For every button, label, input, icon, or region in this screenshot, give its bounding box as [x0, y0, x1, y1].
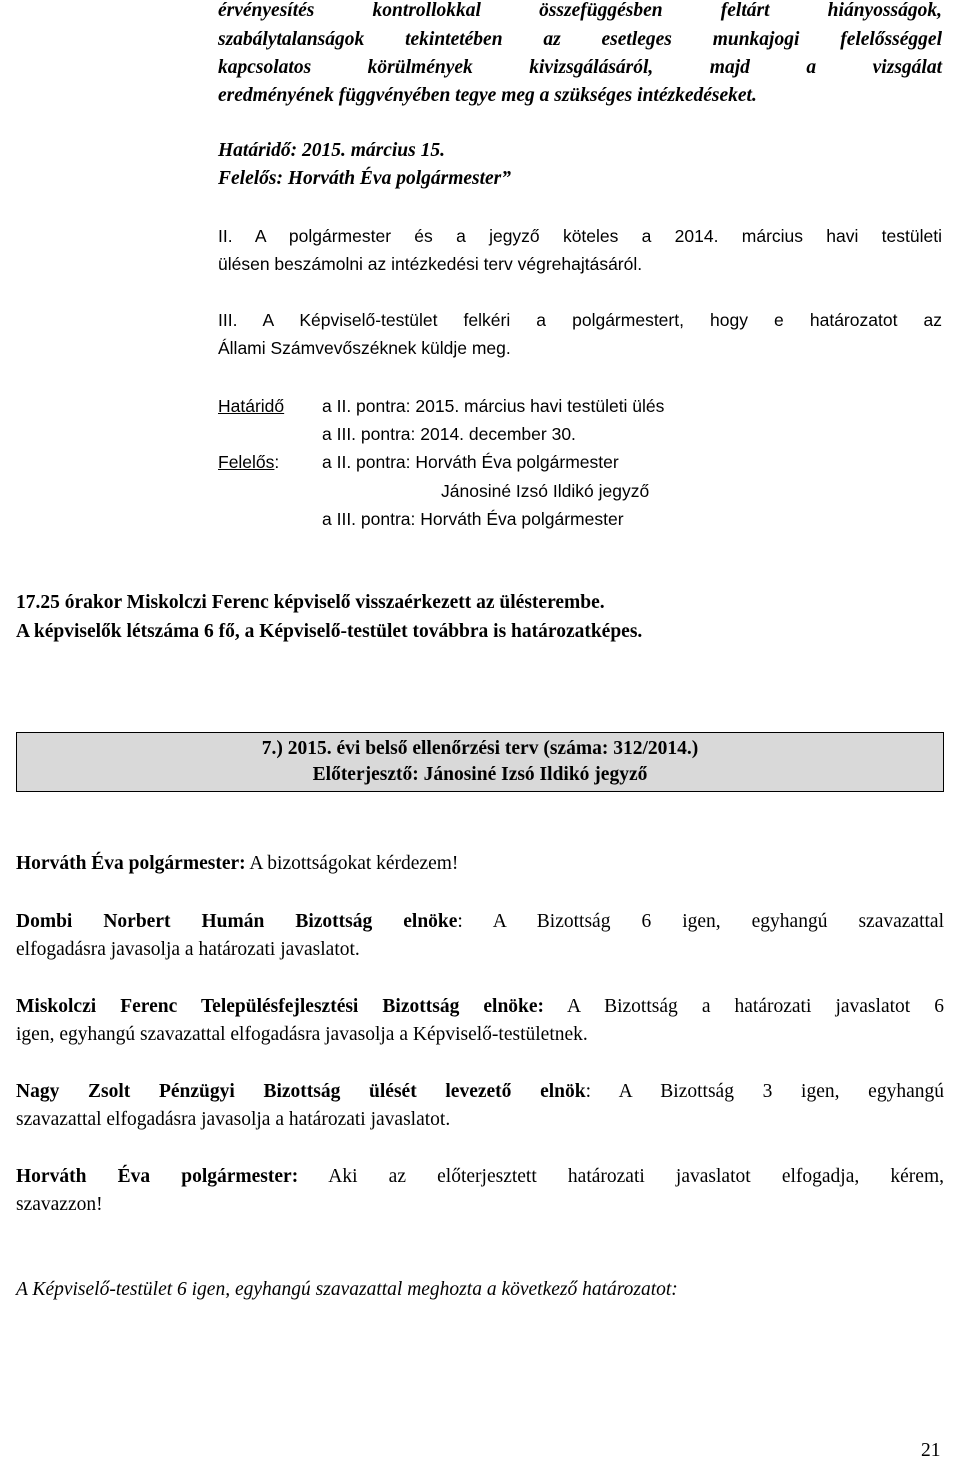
deadline-row-1: a II. pontra: 2015. március havi testületi ülés	[322, 396, 665, 416]
resolution-text: A Képviselő-testület 6 igen, egyhangú szavazattal meghozta a következő határozatot:	[16, 1279, 678, 1300]
statement-3-line-2: igen, egyhangú szavazattal elfogadásra javasolja a Képviselő-testületnek.	[16, 1024, 588, 1045]
agenda-presenter: Előterjesztő: Jánosiné Izsó Ildikó jegyző	[312, 764, 648, 785]
responsible-colon: :	[274, 452, 280, 472]
deadline-label: Határidő	[218, 396, 285, 416]
statement-2-line-1	[16, 911, 944, 933]
page-number: 21	[921, 1440, 941, 1461]
item-3-line-2: Állami Számvevőszéknek küldje meg.	[218, 338, 511, 358]
statement-3-text: A Bizottság a határozati javaslatot 6	[544, 996, 944, 1017]
statement-5-text: Aki az előterjesztett határozati javaslatot elfogadja, kérem,	[298, 1166, 944, 1187]
responsible-row-1: a II. pontra: Horváth Éva polgármester	[322, 452, 619, 472]
statement-1-speaker: Horváth Éva polgármester:	[16, 853, 246, 874]
intro-line-2: szabálytalanságok tekintetében az esetleges munkajogi felelősséggel	[218, 29, 942, 50]
agenda-box	[16, 732, 944, 792]
statement-2-line-2: elfogadásra javasolja a határozati javaslatot.	[16, 939, 360, 960]
statement-4-speaker: Nagy Zsolt Pénzügyi Bizottság ülését levezető elnök	[16, 1081, 586, 1102]
statement-5-line-2: szavazzon!	[16, 1194, 103, 1215]
statement-2-text: : A Bizottság 6 igen, egyhangú szavazattal	[457, 911, 944, 932]
statement-4-line-1	[16, 1081, 944, 1103]
notice-line-1: 17.25 órakor Miskolczi Ferenc képviselő visszaérkezett az ülésterembe.	[16, 592, 605, 613]
deadline-row-2: a III. pontra: 2014. december 30.	[322, 424, 576, 444]
statement-5-line-1	[16, 1166, 944, 1188]
statement-2-speaker: Dombi Norbert Humán Bizottság elnöke	[16, 911, 458, 932]
item-3-line-1: III. A Képviselő-testület felkéri a polgármestert, hogy e határozatot az	[218, 310, 942, 330]
statement-1	[16, 853, 458, 875]
intro-responsible: Felelős: Horváth Éva polgármester”	[218, 168, 512, 189]
responsible-label-wrap	[218, 452, 279, 473]
notice-line-2: A képviselők létszáma 6 fő, a Képviselő-testület továbbra is határozatképes.	[16, 621, 643, 642]
item-2-line-1: II. A polgármester és a jegyző köteles a 2014. március havi testületi	[218, 226, 942, 246]
item-2-line-2: ülésen beszámolni az intézkedési terv végrehajtásáról.	[218, 254, 643, 274]
statement-4-line-2: szavazattal elfogadásra javasolja a határozati javaslatot.	[16, 1109, 451, 1130]
responsible-row-2: Jánosiné Izsó Ildikó jegyző	[441, 481, 650, 501]
statement-3-line-1	[16, 996, 944, 1018]
agenda-title: 7.) 2015. évi belső ellenőrzési terv (száma: 312/2014.)	[261, 738, 699, 759]
statement-5-speaker: Horváth Éva polgármester:	[16, 1166, 299, 1187]
statement-4-text: : A Bizottság 3 igen, egyhangú	[585, 1081, 944, 1102]
responsible-label: Felelős	[218, 452, 275, 472]
statement-1-text: A bizottságokat kérdezem!	[245, 853, 459, 874]
intro-deadline: Határidő: 2015. március 15.	[218, 140, 445, 161]
intro-line-1: érvényesítés kontrollokkal összefüggésben feltárt hiányosságok,	[218, 0, 942, 21]
statement-3-speaker: Miskolczi Ferenc Településfejlesztési Bizottság elnöke:	[16, 996, 545, 1017]
responsible-row-3: a III. pontra: Horváth Éva polgármester	[322, 509, 624, 529]
intro-line-4: eredményének függvényében tegye meg a szükséges intézkedéseket.	[218, 85, 757, 106]
intro-line-3: kapcsolatos körülmények kivizsgálásáról, majd a vizsgálat	[218, 57, 942, 78]
